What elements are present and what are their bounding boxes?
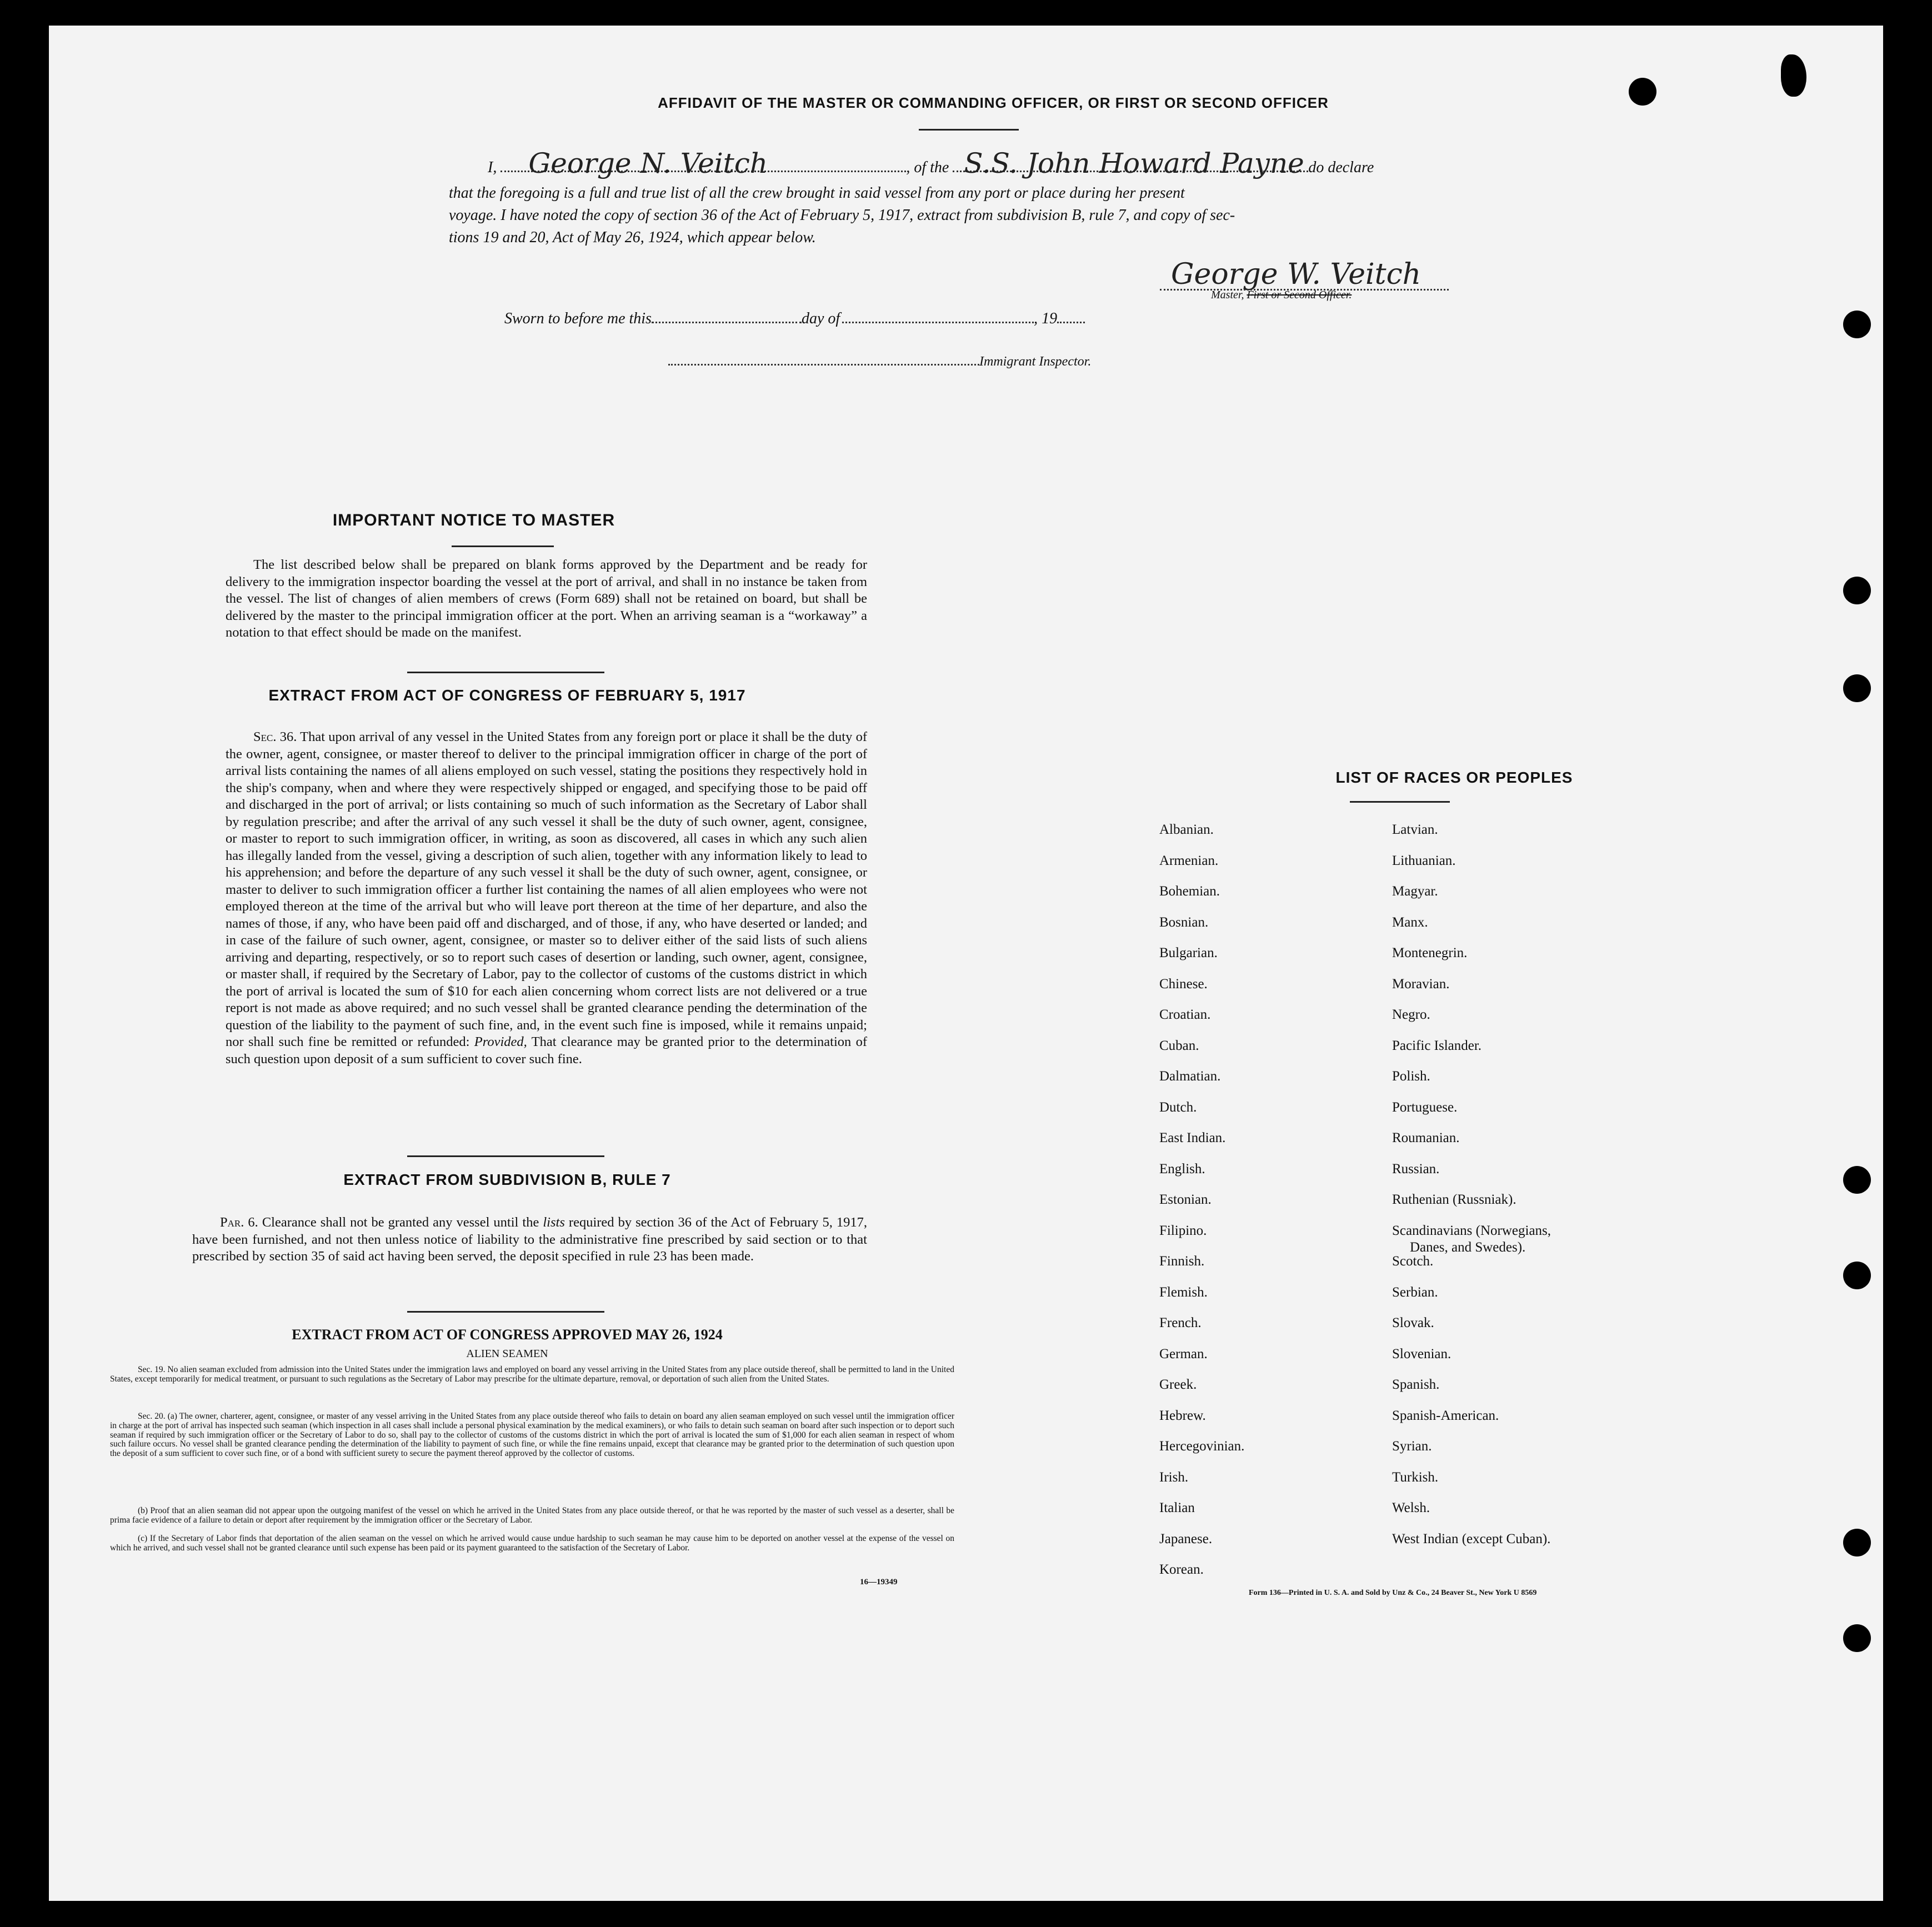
officer-name-handwritten: George N. Veitch xyxy=(528,147,768,179)
extract-rule7-text: Par. 6. Clearance shall not be granted any vessel until the lists required by section 36 of the Act of February 5, 1917, have been furnished, and not then unless notice of liability to the administrative fine prescribed by said section or to that prescribed by section 35 of said act having been served, the deposit specified in rule 23 has been made. xyxy=(192,1215,868,1264)
race-item: Cuban. xyxy=(1159,1038,1199,1053)
race-item: Negro. xyxy=(1392,1007,1430,1022)
extract-1924-sec20b: (b) Proof that an alien seaman did not appear upon the outgoing manifest of the vessel on which he arrived in the United States from any place outside thereof, or that he was reported by the master of such vessel as a deserter, shall be prima facie evidence of a failure to detain or deport after requirement by the immigration officer or the Secretary of Labor. xyxy=(110,1506,954,1525)
race-item: Albanian. xyxy=(1159,822,1214,837)
punch-hole xyxy=(1843,311,1871,338)
races-heading: LIST OF RACES OR PEOPLES xyxy=(1335,769,1573,786)
race-item: Roumanian. xyxy=(1392,1130,1460,1145)
divider xyxy=(919,129,1019,131)
race-item: Croatian. xyxy=(1159,1007,1211,1022)
affidavit-line4: tions 19 and 20, Act of May 26, 1924, which appear below. xyxy=(449,229,816,246)
notice-heading: IMPORTANT NOTICE TO MASTER xyxy=(332,511,615,529)
race-item: Japanese. xyxy=(1159,1531,1213,1546)
alien-seamen-subheading: ALIEN SEAMEN xyxy=(466,1348,548,1360)
race-item: Montenegrin. xyxy=(1392,945,1468,960)
race-item: Welsh. xyxy=(1392,1500,1430,1515)
race-item: Slovenian. xyxy=(1392,1346,1451,1362)
sworn-line: Sworn to before me this day of , 19 xyxy=(504,310,1085,328)
divider xyxy=(407,1155,604,1157)
race-item: Manx. xyxy=(1392,914,1428,930)
race-item: Irish. xyxy=(1159,1469,1189,1485)
inspector-line: Immigrant Inspector. xyxy=(668,354,1091,369)
race-item: Slovak. xyxy=(1392,1315,1434,1330)
divider xyxy=(452,545,554,547)
signature-caption: Master, First or Second Officer. xyxy=(1211,289,1352,301)
race-item: Pacific Islander. xyxy=(1392,1038,1482,1053)
extract-1924-sec19: Sec. 19. No alien seaman excluded from admission into the United States under the immigration laws and employed on board any vessel arriving in the United States from any place outside thereof, shall be permitted to land in the United States, except temporarily for medical treatment, or pursuant to such regulations as the Secretary of Labor may prescribe for the ultimate departure, removal, or deportation of such alien from the United States. xyxy=(110,1365,954,1384)
race-item: East Indian. xyxy=(1159,1130,1226,1145)
race-item: Filipino. xyxy=(1159,1223,1207,1238)
form-number: 16—19349 xyxy=(860,1578,898,1586)
race-item: Korean. xyxy=(1159,1562,1204,1577)
race-item: Italian xyxy=(1159,1500,1195,1515)
affidavit-line3: voyage. I have noted the copy of section 36 of the Act of February 5, 1917, extract from subdivision B, rule 7, and copy of sec- xyxy=(449,207,1235,224)
race-item: Dalmatian. xyxy=(1159,1069,1221,1084)
race-item: Hebrew. xyxy=(1159,1408,1206,1423)
race-item: Finnish. xyxy=(1159,1254,1205,1269)
race-item: Danes, and Swedes). xyxy=(1410,1239,1526,1255)
race-item: Chinese. xyxy=(1159,976,1208,992)
ink-blot xyxy=(1781,54,1806,97)
punch-hole xyxy=(1843,1166,1871,1194)
race-item: Spanish-American. xyxy=(1392,1408,1499,1423)
extract-1917-text: Sec. 36. That upon arrival of any vessel in the United States from any foreign port or place it shall be the duty of the owner, agent, consignee, or master thereof to deliver to the principal immigration officer in charge of the port of arrival lists containing the names of all aliens employed on such vessel, stating the positions they respectively hold in the ship's company, when and where they were respectively shipped or engaged, and specifying those to be paid off and discharged in the port of arrival; or lists containing so much of such information as the Secretary of Labor shall by regulation prescribe; and after the arrival of any such vessel it shall be the duty of such owner, agent, consignee, or master to report to such immigration officer, in writing, as soon as discovered, all cases in which any such alien has illegally landed from the vessel, giving a description of such alien, together with any information likely to lead to his apprehension; and before the departure of any such vessel it shall be the duty of such owner, agent, consignee, or master to deliver to such immigration officer a further list containing the names of all alien employees who were not employed thereon at the time of the arrival but who will leave port thereon at the time of her departure, and also the names of those, if any, who have been paid off and discharged, and of those, if any, who have deserted or landed; and in case of the failure of such owner, agent, consignee, or master so to deliver either of the said lists of such aliens arriving and departing, respectively, or so to report such cases of desertion or landing, such owner, agent, consignee, or master shall, if required by the Secretary of Labor, pay to the collector of customs of the customs district in which the port of arrival is located the sum of $10 for each alien concerning whom correct lists are not delivered or a true report is not made as above required; and no such vessel shall be granted clearance pending the determination of the question of the liability to the payment of such fine, and, in the event such fine is imposed, while it remains unpaid; nor shall such fine be remitted or refunded: Provided, That clearance may be granted prior to the determination of such question upon deposit of a sum sufficient to cover such fine. xyxy=(226,729,868,1067)
divider xyxy=(407,672,604,673)
race-item: Serbian. xyxy=(1392,1284,1438,1300)
punch-hole xyxy=(1843,1529,1871,1556)
affidavit-line1: I, George N. Veitch , of the S.S. John Howard Payne do declare xyxy=(488,147,1374,179)
affidavit-line2: that the foregoing is a full and true list of all the crew brought in said vessel from any port or place during her present xyxy=(449,184,1185,202)
race-item: Greek. xyxy=(1159,1377,1197,1392)
race-item: Ruthenian (Russniak). xyxy=(1392,1192,1516,1207)
extract-rule7-heading: EXTRACT FROM SUBDIVISION B, RULE 7 xyxy=(343,1171,671,1188)
divider xyxy=(1350,801,1450,803)
race-item: Lithuanian. xyxy=(1392,853,1456,868)
race-item: Bohemian. xyxy=(1159,884,1220,899)
race-item: Portuguese. xyxy=(1392,1099,1458,1115)
race-item: Hercegovinian. xyxy=(1159,1439,1245,1454)
punch-hole xyxy=(1629,78,1656,106)
race-item: Moravian. xyxy=(1392,976,1450,992)
extract-1924-sec20a: Sec. 20. (a) The owner, charterer, agent, consignee, or master of any vessel arriving in the United States from any place outside thereof who fails to detain on board any alien seaman employed on such vessel until the immigration officer in charge at the port of arrival has inspected such seaman (which inspection in all cases shall include a personal physical examination by the medical examiners), or who fails to detain such seaman on board after such inspection or to deport such seaman if required by such immigration officer or the Secretary of Labor to do so, shall pay to the collector of customs of the customs district in which the port of arrival is located the sum of $1,000 for each alien seaman in respect of whom such failure occurs. No vessel shall be granted clearance pending the determination of the liability to payment of such fine, or while the fine remains unpaid, except that clearance may be granted prior to the determination of such question upon the deposit of a sum sufficient to cover such fine, or of a bond with sufficient surety to secure the payment thereof approved by the collector of customs. xyxy=(110,1412,954,1459)
race-item: Scandinavians (Norwegians, xyxy=(1392,1223,1551,1238)
race-item: West Indian (except Cuban). xyxy=(1392,1531,1551,1546)
race-item: Bulgarian. xyxy=(1159,945,1218,960)
race-item: Flemish. xyxy=(1159,1284,1208,1300)
race-item: German. xyxy=(1159,1346,1208,1362)
extract-1924-heading: EXTRACT FROM ACT OF CONGRESS APPROVED MAY 26, 1924 xyxy=(292,1327,723,1343)
affidavit-heading: AFFIDAVIT OF THE MASTER OR COMMANDING OFFICER, OR FIRST OR SECOND OFFICER xyxy=(658,94,1329,111)
punch-hole xyxy=(1843,1262,1871,1289)
race-item: Syrian. xyxy=(1392,1439,1432,1454)
vessel-name-handwritten: S.S. John Howard Payne xyxy=(964,147,1304,179)
race-item: Armenian. xyxy=(1159,853,1219,868)
race-item: Polish. xyxy=(1392,1069,1430,1084)
extract-1917-heading: EXTRACT FROM ACT OF CONGRESS OF FEBRUARY 5, 1917 xyxy=(268,687,746,704)
race-item: Magyar. xyxy=(1392,884,1438,899)
extract-1924-sec20c: (c) If the Secretary of Labor finds that deportation of the alien seaman on the vessel on which he arrived would cause undue hardship to such seaman he may cause him to be deported on another vessel at the expense of the vessel on which he arrived, and such vessel shall not be granted clearance until such expense has been paid or its payment guaranteed to the satisfaction of the Secretary of Labor. xyxy=(110,1534,954,1553)
race-item: English. xyxy=(1159,1161,1205,1177)
race-item: Estonian. xyxy=(1159,1192,1212,1207)
race-item: Spanish. xyxy=(1392,1377,1440,1392)
notice-text: The list described below shall be prepared on blank forms approved by the Department and be ready for delivery to the immigration inspector boarding the vessel at the port of arrival, and shall in no instance be taken from the vessel. The list of changes of alien members of crews (Form 689) shall not be retained on board, but shall be delivered by the master to the principal immigration officer at the port. When an arriving seaman is a “workaway” a notation to that effect should be made on the manifest. xyxy=(226,557,867,640)
race-item: Dutch. xyxy=(1159,1099,1197,1115)
race-item: Scotch. xyxy=(1392,1254,1434,1269)
race-item: French. xyxy=(1159,1315,1202,1330)
race-item: Bosnian. xyxy=(1159,914,1209,930)
document-page xyxy=(49,26,1883,1901)
punch-hole xyxy=(1843,674,1871,702)
punch-hole xyxy=(1843,577,1871,604)
divider xyxy=(407,1311,604,1313)
punch-hole xyxy=(1843,1624,1871,1652)
race-item: Russian. xyxy=(1392,1161,1440,1177)
master-signature: George W. Veitch xyxy=(1171,258,1422,291)
race-item: Turkish. xyxy=(1392,1469,1439,1485)
race-item: Latvian. xyxy=(1392,822,1438,837)
races-footer: Form 136—Printed in U. S. A. and Sold by Unz & Co., 24 Beaver St., New York U 8569 xyxy=(1249,1589,1537,1597)
